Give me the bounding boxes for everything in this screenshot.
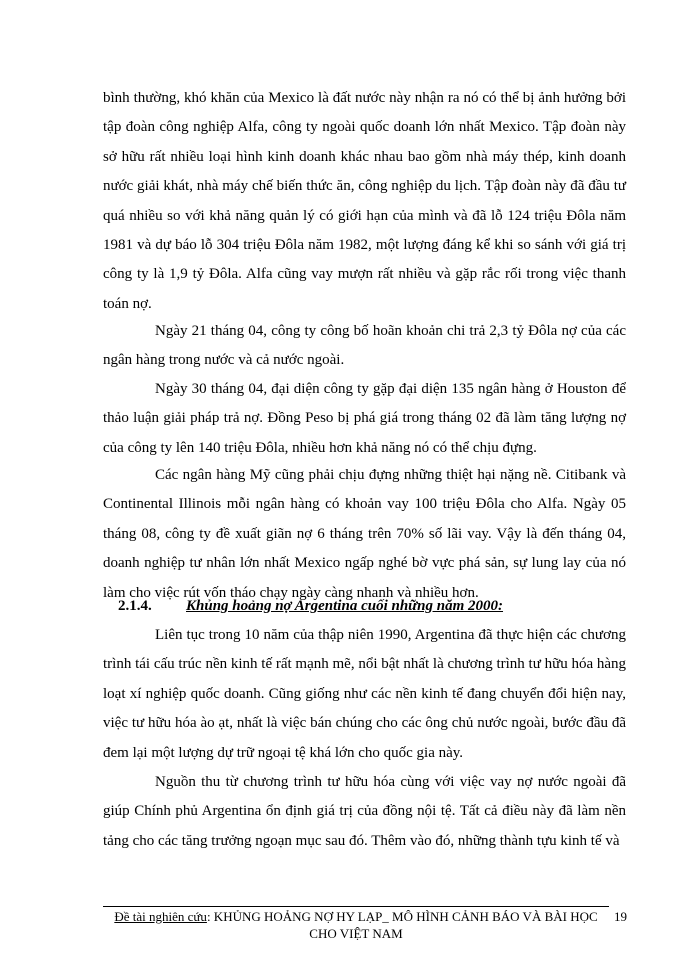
footer-label: Đề tài nghiên cứu <box>114 909 207 924</box>
page-footer <box>103 908 663 942</box>
footer-title: : KHỦNG HOẢNG NỢ HY LẠP_ MÔ HÌNH CẢNH BÁO VÀ BÀI HỌC CHO VIỆT NAM <box>206 909 598 941</box>
paragraph-alfa: bình thường, khó khăn của Mexico là đất nước này nhận ra nó có thể bị ảnh hưởng bởi tập đoàn công nghiệp Alfa, công ty ngoài quốc doanh lớn nhất Mexico. Tập đoàn này sở hữu rất nhiều loại hình kinh doanh khác nhau bao gồm nhà máy thép, kinh doanh nước giải khát, nhà máy chế biến thức ăn, công nghiệp du lịch. Tập đoàn này đã đầu tư quá nhiều so với khả năng quản lý có giới hạn của mình và đã lỗ 124 triệu Đôla năm 1981 và dự báo lỗ 304 triệu Đôla năm 1982, một lượng đáng kể khi so sánh với giá trị công ty là 1,9 tỷ Đôla. Alfa cũng vay mượn rất nhiều và gặp rắc rối trong việc thanh toán nợ. <box>103 90 626 312</box>
paragraph-privatization-revenue: Nguồn thu từ chương trình tư hữu hóa cùng với việc vay nợ nước ngoài đã giúp Chính phủ Argentina ổn định giá trị của đồng nội tệ. Tất cả điều này đã làm nền tảng cho các tăng trưởng ngoạn mục sau đó. Thêm vào đó, những thành tựu kinh tế và <box>103 774 626 849</box>
footer-divider <box>103 906 609 907</box>
section-title: Khủng hoảng nợ Argentina cuối những năm 2000: <box>186 598 504 614</box>
page-number: 19 <box>614 909 627 924</box>
section-number: 2.1.4. <box>118 598 152 614</box>
paragraph-us-banks: Các ngân hàng Mỹ cũng phải chịu đựng những thiệt hại nặng nề. Citibank và Continental Illinois mỗi ngân hàng có khoản vay 100 triệu Đôla cho Alfa. Ngày 05 tháng 08, công ty đề xuất giãn nợ 6 tháng trên 70% số lãi vay. Vậy là đến tháng 04, doanh nghiệp tư nhân lớn nhất Mexico ngấp nghé bờ vực phá sản, sự lung lay của nó làm cho việc rút vốn tháo chạy ngày càng nhanh và nhiều hơn. <box>103 467 626 601</box>
paragraph-april-21: Ngày 21 tháng 04, công ty công bố hoãn khoản chi trả 2,3 tỷ Đôla nợ của các ngân hàng trong nước và cả nước ngoài. <box>103 323 626 369</box>
paragraph-argentina-1990s: Liên tục trong 10 năm của thập niên 1990, Argentina đã thực hiện các chương trình tái cấu trúc nền kinh tế rất mạnh mẽ, nổi bật nhất là chương trình tư hữu hóa hàng loạt xí nghiệp quốc doanh. Cũng giống như các nền kinh tế đang chuyển đổi hiện nay, việc tư hữu hóa ào ạt, nhất là việc bán chúng cho các ông chủ nước ngoài, bước đầu đã đem lại một lượng dự trữ ngoại tệ khá lớn cho quốc gia này. <box>103 627 627 761</box>
footer-text <box>103 908 609 942</box>
paragraph-april-30: Ngày 30 tháng 04, đại diện công ty gặp đại diện 135 ngân hàng ở Houston để thảo luận giải pháp trả nợ. Đồng Peso bị phá giá trong tháng 02 đã làm tăng lượng nợ của công ty lên 140 triệu Đôla, nhiều hơn khả năng nó có thể chịu đựng. <box>103 381 626 456</box>
section-heading <box>118 594 618 618</box>
